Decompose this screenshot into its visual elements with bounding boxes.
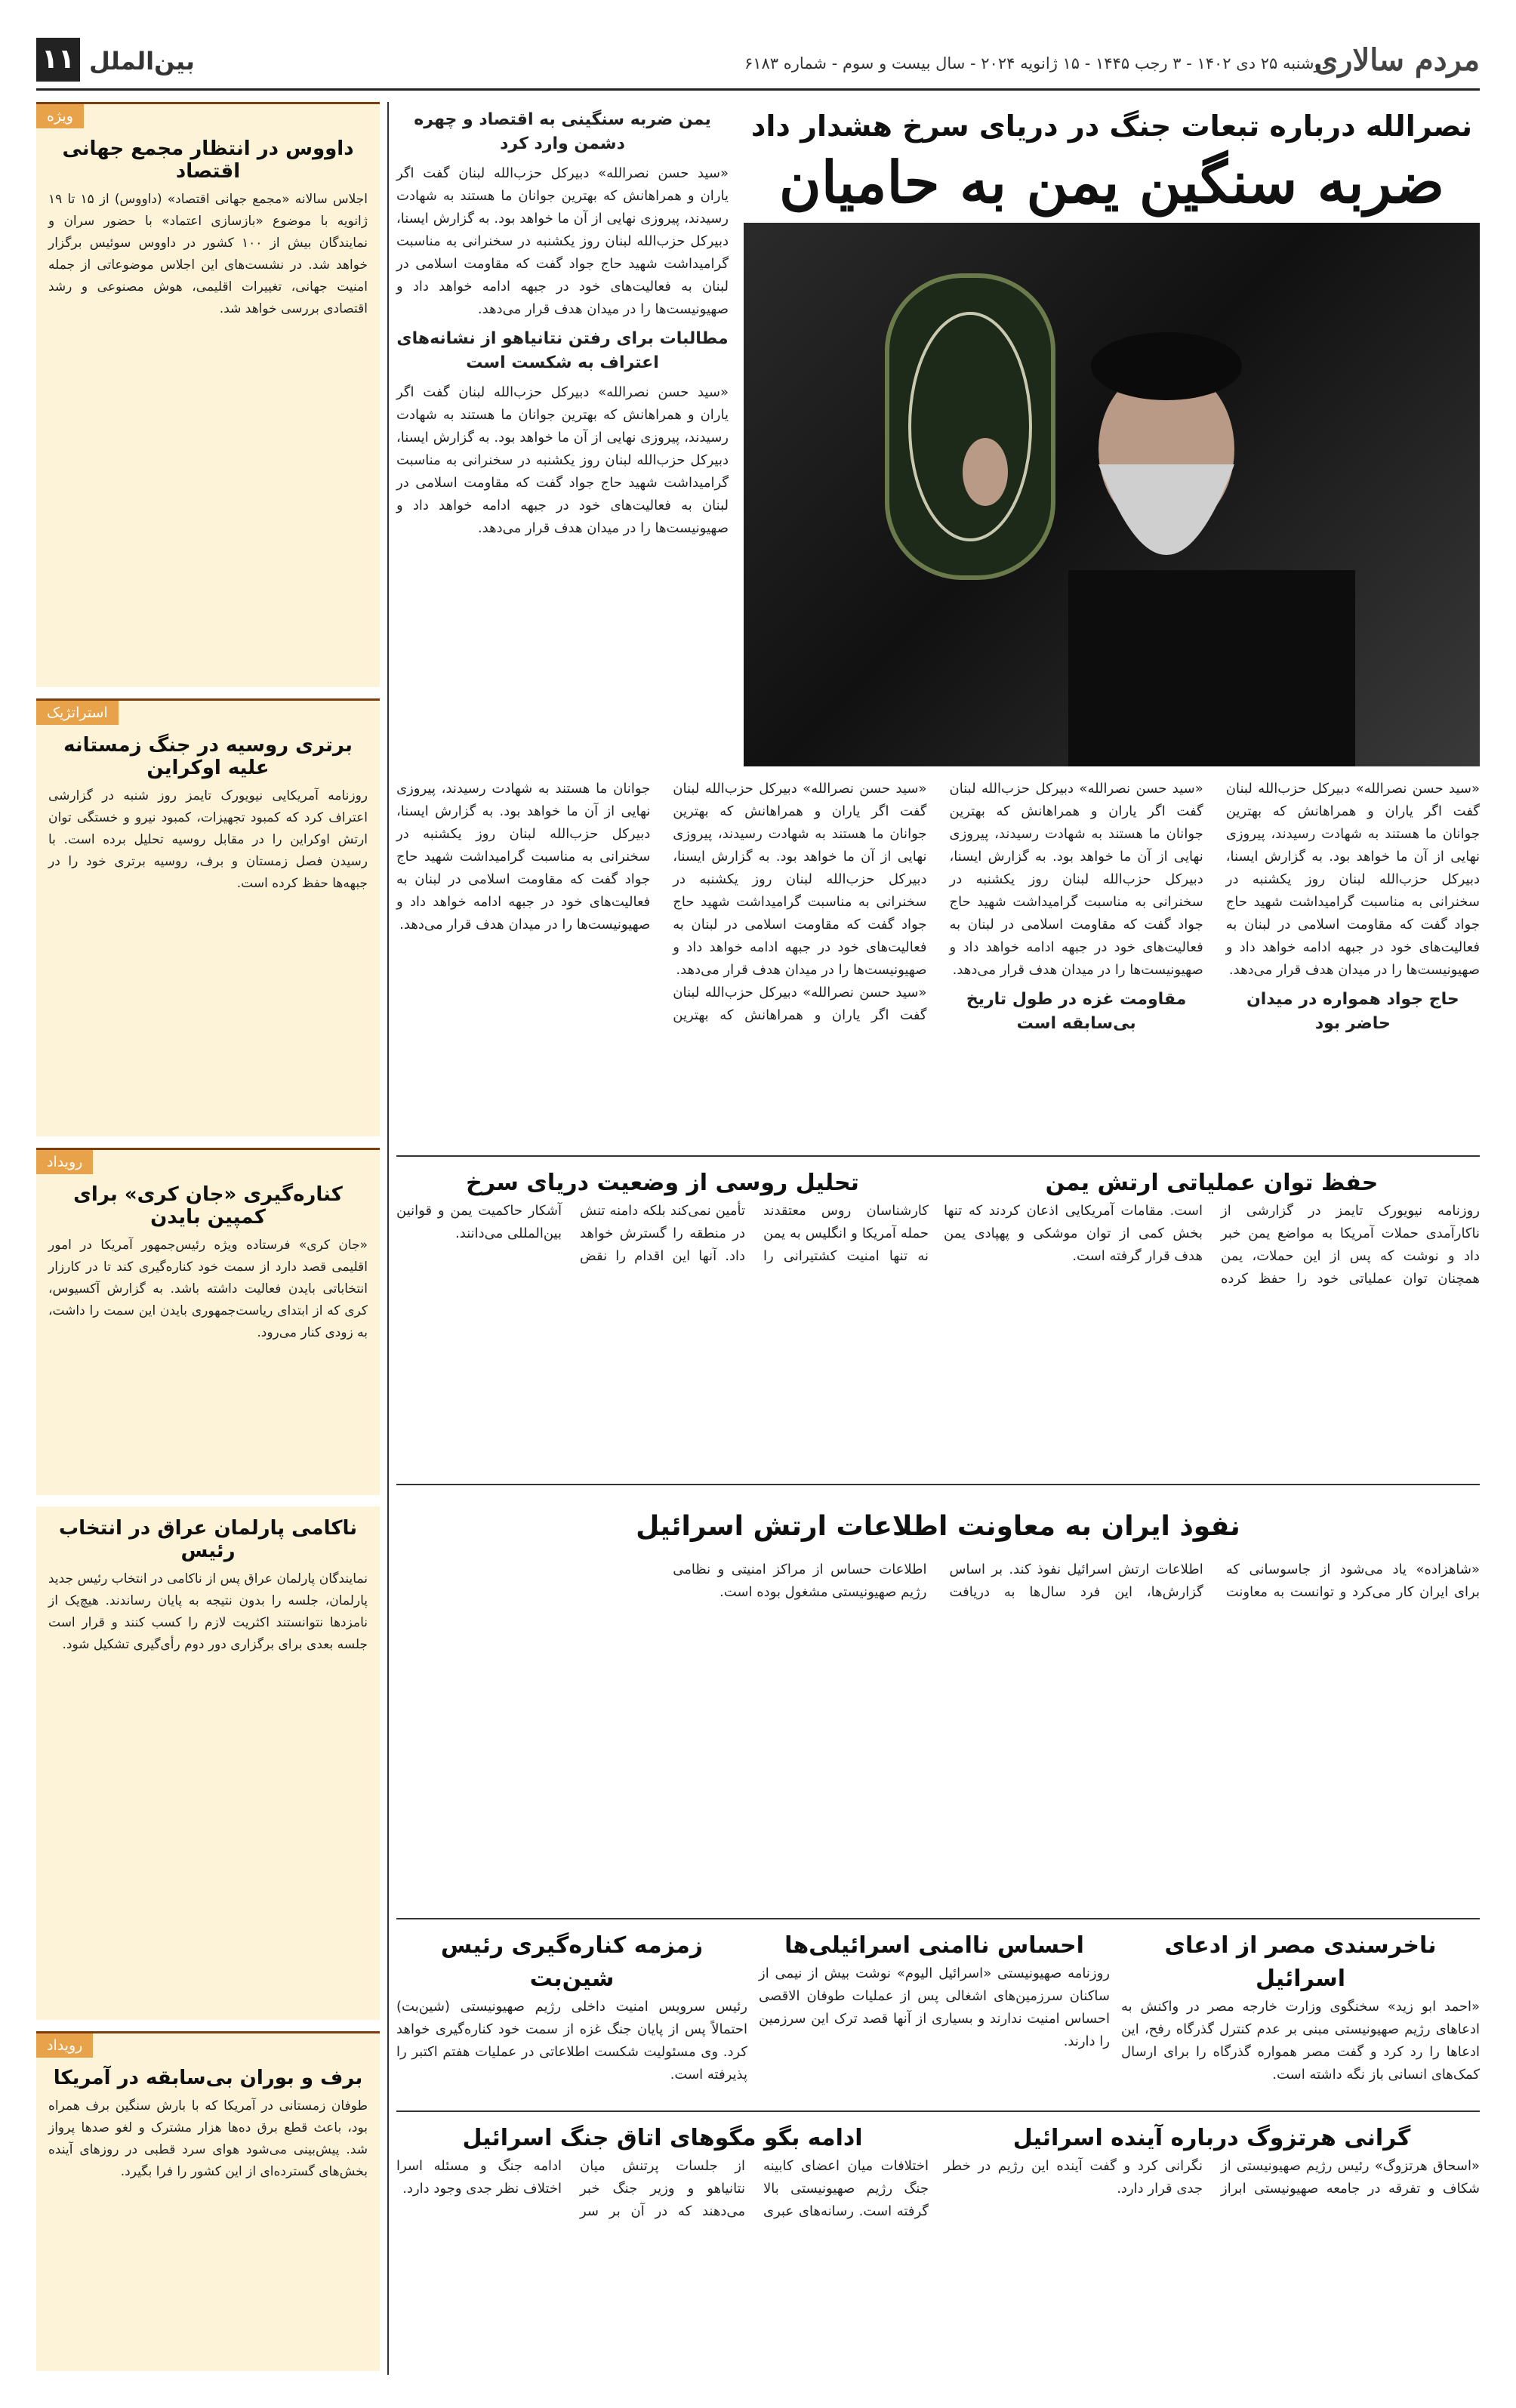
article-title: نفوذ ایران به معاونت اطلاعات ارتش اسرائیل bbox=[636, 1511, 1240, 1542]
article-yemen bbox=[944, 1167, 1480, 1476]
article-body: «شاهزاده» یاد می‌شود از جاسوسانی که برای ایران کار می‌کرد و توانست به معاونت اطلاعات ارتش اسرائیل نفوذ کند. بر اساس گزارش‌ها، این فرد سال‌ها به دریافت اطلاعات حساس از مراکز امنیتی و نظامی رژیم صهیونیستی مشغول بوده است. bbox=[673, 1562, 1480, 1600]
lead-subheading: یمن ضربه سنگینی به اقتصاد و چهره دشمن وارد کرد bbox=[414, 110, 711, 153]
lead-body: «سید حسن نصرالله» دبیرکل حزب‌الله لبنان گفت اگر یاران و همراهانش که بهترین جوانان ما هستند به شهادت رسیدند، پیروزی نهایی از آن ما خواهد بود. به گزارش ایسنا، دبیرکل حزب‌الله لبنان روز یکشنبه در سخنرانی به مناسبت گرامیداشت شهید حاج جواد گفت که مقاومت اسلامی در لبنان به فعالیت‌های خود در جبهه ادامه خواهد داد و صهیونیست‌ها را در میدان هدف قرار می‌دهد. bbox=[396, 165, 729, 317]
article-body: اختلافات میان اعضای کابینه جنگ رژیم صهیونیستی بالا گرفته است. رسانه‌های عبری از جلسات پرتنش میان نتانیاهو و وزیر جنگ خبر می‌دهند که در آن بر سر ادامه جنگ و مسئله اسرا اختلاف نظر جدی وجود دارد. bbox=[396, 2158, 929, 2219]
lead-article bbox=[396, 102, 1480, 766]
sidebar-box-3 bbox=[36, 1148, 380, 1495]
sidebar-tag: ویژه bbox=[36, 104, 84, 128]
sidebar-body: نمایندگان پارلمان عراق پس از ناکامی در انتخاب رئیس جدید پارلمان، جلسه را بدون نتیجه به پایان رساندند. هیچ‌یک از نامزدها نتوانستند اکثریت لازم را کسب کنند و قرار است جلسه بعدی برای برگزاری دور دوم رأی‌گیری تشکیل شود. bbox=[48, 1571, 368, 1652]
article-title: تحلیل روسی از وضعیت دریای سرخ bbox=[466, 1170, 859, 1196]
sidebar-body: روزنامه آمریکایی نیویورک تایمز روز شنبه در گزارشی اعتراف کرد که کمبود تجهیزات، کمبود نیرو و خستگی توان ارتش اوکراین را در مقابل روسیه تحلیل برده است. با رسیدن فصل زمستان و برف، روسیه برتری خود را در جبهه‌ها حفظ کرده است. bbox=[48, 788, 368, 891]
sidebar-title: داووس در انتظار مجمع جهانی اقتصاد bbox=[62, 137, 354, 183]
lead-body: «سید حسن نصرالله» دبیرکل حزب‌الله لبنان گفت اگر یاران و همراهانش که بهترین جوانان ما هستند به شهادت رسیدند، پیروزی نهایی از آن ما خواهد بود. به گزارش ایسنا، دبیرکل حزب‌الله لبنان روز یکشنبه در سخنرانی به مناسبت گرامیداشت شهید حاج جواد گفت که مقاومت اسلامی در لبنان به فعالیت‌های خود در جبهه ادامه خواهد داد و صهیونیست‌ها را در میدان هدف قرار می‌دهد. bbox=[396, 781, 927, 1023]
lead-body: «سید حسن نصرالله» دبیرکل حزب‌الله لبنان گفت اگر یاران و همراهانش که بهترین جوانان ما هستند به شهادت رسیدند، پیروزی نهایی از آن ما خواهد بود. به گزارش ایسنا، دبیرکل حزب‌الله لبنان روز یکشنبه در سخنرانی به مناسبت گرامیداشت شهید حاج جواد گفت که مقاومت اسلامی در لبنان به فعالیت‌های خود در جبهه ادامه خواهد داد و صهیونیست‌ها را در میدان هدف قرار می‌دهد. bbox=[1225, 781, 1480, 978]
sidebar-box-2 bbox=[36, 698, 380, 1136]
newspaper-logo: مردم سالاری bbox=[1314, 42, 1480, 78]
lead-headline: ضربه سنگین یمن به حامیان bbox=[778, 149, 1445, 216]
article-title: ناخرسندی مصر از ادعای اسرائیل bbox=[1164, 1932, 1437, 1992]
article-body: رئیس سرویس امنیت داخلی رژیم صهیونیستی (شین‌بت) احتمالاً پس از پایان جنگ غزه از سمت خود کناره‌گیری خواهد کرد. وی مسئولیت شکست اطلاعاتی در عملیات هفتم اکتبر را پذیرفته است. bbox=[396, 1999, 747, 2083]
lead-subheading: حاج جواد همواره در میدان حاضر بود bbox=[1246, 990, 1459, 1033]
sidebar-body: «جان کری» فرستاده ویژه رئیس‌جمهور آمریکا در امور اقلیمی قصد دارد از سمت خود کناره‌گیری کند تا در کارزار انتخاباتی بایدن فعالیت داشته باشد. به گزارش آکسیوس، کری که از ابتدای ریاست‌جمهوری بایدن این سمت را داشت، به زودی کنار می‌رود. bbox=[48, 1238, 368, 1340]
sidebar-box-4 bbox=[36, 1506, 380, 2020]
article-shinbet bbox=[396, 1929, 747, 2103]
article-russia bbox=[396, 1167, 929, 1476]
sidebar-title: برتری روسیه در جنگ زمستانه علیه اوکراین bbox=[63, 734, 353, 779]
lead-body: «سید حسن نصرالله» دبیرکل حزب‌الله لبنان گفت اگر یاران و همراهانش که بهترین جوانان ما هستند به شهادت رسیدند، پیروزی نهایی از آن ما خواهد بود. به گزارش ایسنا، دبیرکل حزب‌الله لبنان روز یکشنبه در سخنرانی به مناسبت گرامیداشت شهید حاج جواد گفت که مقاومت اسلامی در لبنان به فعالیت‌های خود در جبهه ادامه خواهد داد و صهیونیست‌ها را در میدان هدف قرار می‌دهد. bbox=[396, 384, 729, 536]
article-body: «احمد ابو زید» سخنگوی وزارت خارجه مصر در واکنش به ادعاهای رژیم صهیونیستی مبنی بر عدم کنترل گذرگاه رفح، این ادعاها را رد کرد و گفت مصر همواره گذرگاه را برای ارسال کمک‌های انسانی باز نگه داشته است. bbox=[1121, 1999, 1480, 2083]
sidebar-tag: رویداد bbox=[36, 1150, 93, 1174]
article-body: روزنامه نیویورک تایمز در گزارشی از ناکارآمدی حملات آمریکا به مواضع یمن خبر داد و نوشت که پس از این حملات، یمن همچنان توان عملیاتی خود را حفظ کرده است. مقامات آمریکایی اذعان کردند که تنها بخش کمی از توان موشکی و پهپادی یمن هدف قرار گرفته است. bbox=[944, 1203, 1480, 1287]
article-war-cabinet bbox=[396, 2122, 929, 2379]
article-body: «اسحاق هرتزوگ» رئیس رژیم صهیونیستی از شکاف و تفرقه در جامعه صهیونیستی ابراز نگرانی کرد و گفت آینده این رژیم در خطر جدی قرار دارد. bbox=[944, 2158, 1480, 2197]
lead-header bbox=[744, 102, 1480, 215]
article-title: حفظ توان عملیاتی ارتش یمن bbox=[1045, 1170, 1379, 1196]
masthead bbox=[36, 38, 1480, 91]
article-title: احساس ناامنی اسرائیلی‌ها bbox=[784, 1932, 1084, 1959]
sidebar-box-1 bbox=[36, 102, 380, 687]
article-egypt bbox=[1121, 1929, 1480, 2103]
portrait-illustration bbox=[744, 223, 1480, 766]
sidebar-box-5 bbox=[36, 2031, 380, 2371]
page-number: ۱۱ bbox=[36, 38, 80, 82]
lead-columns bbox=[396, 778, 1480, 1148]
sidebar-body: اجلاس سالانه «مجمع جهانی اقتصاد» (داووس) از ۱۵ تا ۱۹ ژانویه با موضوع «بازسازی اعتماد» با حضور سران و نمایندگان بیش از ۱۰۰ کشور در داووس سوئیس برگزار خواهد شد. در نشست‌های این اجلاس موضوعاتی از جمله امنیت جهانی، تغییرات اقلیمی، هوش مصنوعی و رشد اقتصادی بررسی خواهد شد. bbox=[48, 192, 368, 316]
article-herzog bbox=[944, 2122, 1480, 2379]
lead-subheading: مقاومت غزه در طول تاریخ بی‌سابقه است bbox=[966, 990, 1187, 1033]
lead-kicker: نصرالله درباره تبعات جنگ در دریای سرخ هشدار داد bbox=[750, 109, 1473, 143]
sidebar-title: کناره‌گیری «جان کری» برای کمپین بایدن bbox=[73, 1183, 343, 1229]
lead-column-1 bbox=[396, 102, 729, 766]
article-title: ادامه بگو مگوهای اتاق جنگ اسرائیل bbox=[462, 2125, 863, 2151]
lead-photo bbox=[744, 223, 1480, 766]
lead-body: «سید حسن نصرالله» دبیرکل حزب‌الله لبنان گفت اگر یاران و همراهانش که بهترین جوانان ما هستند به شهادت رسیدند، پیروزی نهایی از آن ما خواهد بود. به گزارش ایسنا، دبیرکل حزب‌الله لبنان روز یکشنبه در سخنرانی به مناسبت گرامیداشت شهید حاج جواد گفت که مقاومت اسلامی در لبنان به فعالیت‌های خود در جبهه ادامه خواهد داد و صهیونیست‌ها را در میدان هدف قرار می‌دهد. bbox=[673, 781, 927, 978]
article-insecurity bbox=[759, 1929, 1110, 2103]
section-title: بین‌الملل bbox=[89, 47, 195, 76]
article-title: گرانی هرتزوگ درباره آینده اسرائیل bbox=[1012, 2125, 1411, 2151]
lead-subheading: مطالبات برای رفتن نتانیاهو از نشانه‌های اعتراف به شکست است bbox=[396, 329, 729, 372]
sidebar-tag: رویداد bbox=[36, 2033, 93, 2058]
sidebar-tag: استراتژیک bbox=[36, 701, 119, 725]
article-body: کارشناسان روس معتقدند حمله آمریکا و انگلیس به یمن نه تنها امنیت کشتیرانی را تأمین نمی‌کند بلکه دامنه تنش در منطقه را گسترش خواهد داد. آنها این اقدام را نقض آشکار حاکمیت یمن و قوانین بین‌المللی می‌دانند. bbox=[396, 1203, 929, 1264]
lead-body: «سید حسن نصرالله» دبیرکل حزب‌الله لبنان گفت اگر یاران و همراهانش که بهترین جوانان ما هستند به شهادت رسیدند، پیروزی نهایی از آن ما خواهد بود. به گزارش ایسنا، دبیرکل حزب‌الله لبنان روز یکشنبه در سخنرانی به مناسبت گرامیداشت شهید حاج جواد گفت که مقاومت اسلامی در لبنان به فعالیت‌های خود در جبهه ادامه خواهد داد و صهیونیست‌ها را در میدان هدف قرار می‌دهد. bbox=[949, 781, 1203, 978]
article-body: روزنامه صهیونیستی «اسرائیل الیوم» نوشت بیش از نیمی از ساکنان سرزمین‌های اشغالی پس از عملیات طوفان الاقصی احساس امنیت ندارند و بسیاری از آنها قصد ترک این سرزمین را دارند. bbox=[759, 1966, 1110, 2049]
sidebar-body: طوفان زمستانی در آمریکا که با بارش سنگین برف همراه بود، باعث قطع برق ده‌ها هزار مشترک و لغو صدها پرواز شد. پیش‌بینی می‌شود هوای سرد قطبی در روزهای آینده بخش‌های گسترده‌ای از این کشور را فرا بگیرد. bbox=[48, 2098, 368, 2179]
dateline: دوشنبه ۲۵ دی ۱۴۰۲ - ۳ رجب ۱۴۴۵ - ۱۵ ژانویه ۲۰۲۴ - سال بیست و سوم - شماره ۶۱۸۳ bbox=[744, 54, 1329, 72]
article-title: زمزمه کناره‌گیری رئیس شین‌بت bbox=[440, 1932, 704, 1992]
sidebar-title: ناکامی پارلمان عراق در انتخاب رئیس bbox=[59, 1517, 357, 1562]
sidebar-title: برف و بوران بی‌سابقه در آمریکا bbox=[53, 2067, 363, 2089]
article-iran bbox=[396, 1495, 1480, 1910]
